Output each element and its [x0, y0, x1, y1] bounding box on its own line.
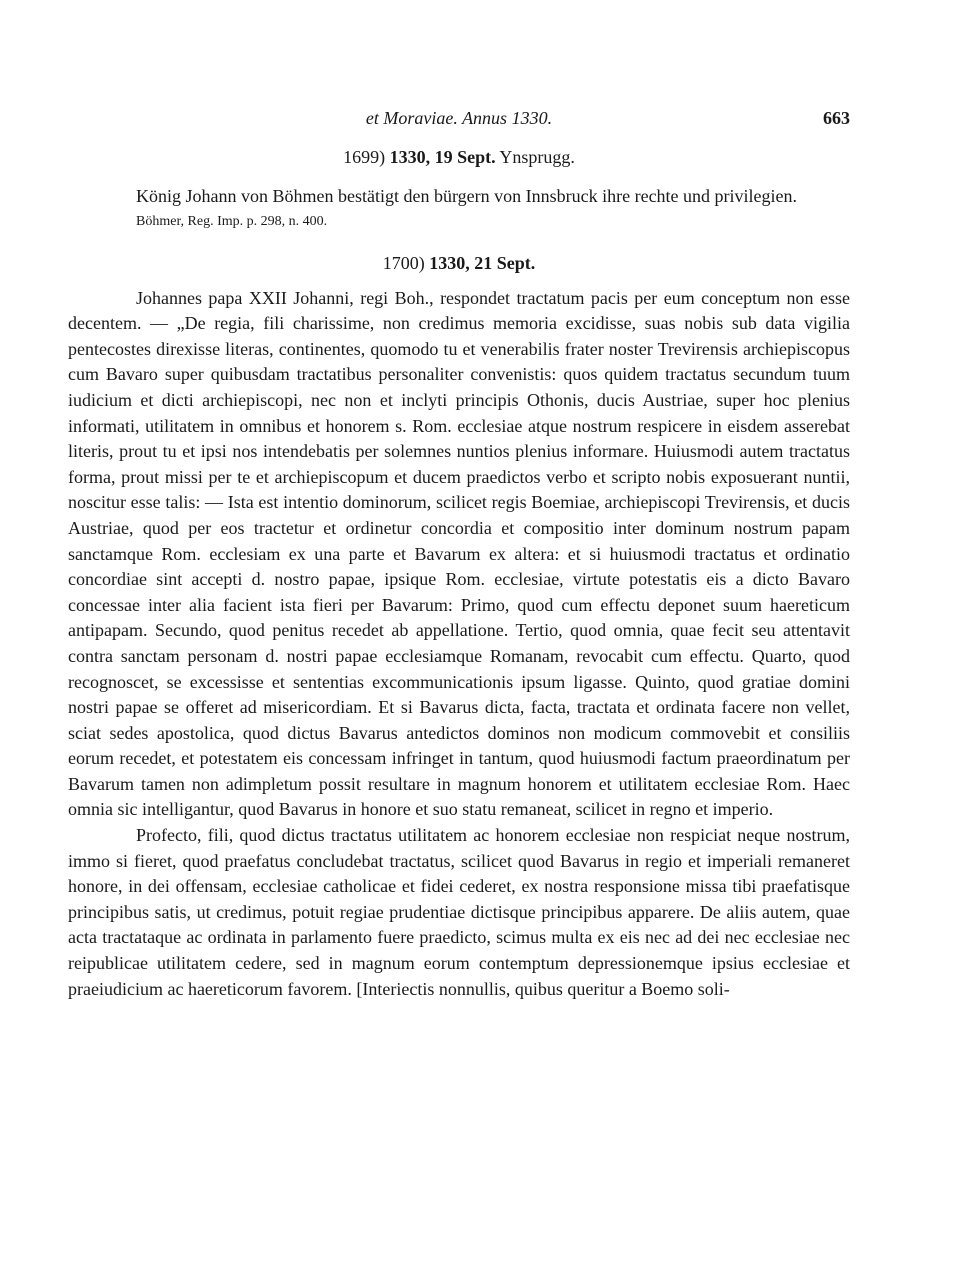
entry-1700-paragraph-1: Johannes papa XXII Johanni, regi Boh., respondet tractatum pacis per eum conceptum non esse decentem. — „De regia, fili charissime, non credimus memoria excidisse, suas nobis sub data vigilia pentecostes direxisse literas, continentes, quomodo tu et venerabilis frater noster Trevirensis archiepiscopus cum Bavaro super quibusdam tractatibus personaliter convenistis: quos quidem tractatus secundum tuum iudicium et dicti archiepiscopi, nec non et inclyti principis Othonis, ducis Austriae, super hoc plenius informati, utilitatem in omnibus et honorem s. Rom. ecclesiae atque nostrum respicere in eisdem asserebat literis, prout tu et ipsi nos intendebatis per solemnes nuntios plenius informare. Huiusmodi autem tractatus forma, prout missi per te et archiepiscopum et ducem praedictos verbo et scripto nobis exposuerant nuntii, noscitur esse talis: — Ista est intentio dominorum, scilicet regis Boemiae, archiepiscopi Trevirensis, et ducis Austriae, quod per eos tractetur et ordinetur concordia et compositio inter dominum nostrum papam sanctamque Rom. ecclesiam ex una parte et Bavarum ex altera: et si huiusmodi tractatus et ordinatio concordiae sint accepti d. nostro papae, ipsique Rom. ecclesiae, virtute potestatis eis a dicto Bavaro concessae inter alia facient ista fieri per Bavarum: Primo, quod cum effectu deponet suum haereticum antipapam. Secundo, quod penitus recedet ab appellatione. Tertio, quod omnia, quae fecit seu attentavit contra sanctam personam d. nostri papae ecclesiamque Romanam, revocabit cum effectu. Quarto, quod recognoscet, se excessisse et sententias excommunicationis ipsum ligasse. Quinto, quod gratiae domini nostri papae se offeret ad misericordiam. Et si Bavarus dicta, facta, tractata et ordinata facere non vellet, sciat sedes apostolica, quod dictus Bavarus antedictos dominos non modicum commovebit et consiliis eorum recedet, et potestatem eis concessam infringet in tantum, quod huiusmodi factum praeordinatum per Bavarum tamen non adimpletum possit resultare in magnum honorem et utilitatem ecclesiae Rom. Haec omnia sic intelligantur, quod Bavarus in honore et suo statu remaneat, scilicet in regno et imperio.	[68, 287, 850, 820]
entry-1699-source: Böhmer, Reg. Imp. p. 298, n. 400.	[136, 213, 328, 229]
page-number: 663	[823, 108, 850, 128]
entry-1699-summary: König Johann von Böhmen bestätigt den bürgern von Innsbruck ihre rechte und privilegien.	[136, 186, 798, 206]
document-page	[68, 96, 850, 1002]
entry-1700-heading	[68, 250, 850, 276]
entry-number: 1699)	[343, 147, 386, 167]
entry-place: Ynsprugg.	[499, 147, 575, 167]
running-title: et Moraviae. Annus 1330.	[365, 108, 553, 128]
entry-1699-heading	[68, 144, 850, 170]
entry-date: 1330, 19 Sept.	[389, 147, 496, 167]
entry-1700-paragraph-2: Profecto, fili, quod dictus tractatus utilitatem ac honorem ecclesiae non respiciat neque nostrum, immo si fieret, quod praefatus concludebat tractatus, scilicet quod Bavarus in regio et imperiali remaneret honore, in dei offensam, ecclesiae catholicae et fidei cederet, ex nostra responsione missa tibi praefatisque principibus satis, ut credimus, potuit regiae prudentiae dictisque principibus apparere. De aliis autem, quae acta tractataque ac ordinata in parlamento fuere praedicto, scimus multa ex eis nec ad dei nec ecclesiae nec reipublicae utilitatem cedere, sed in magnum eorum contemptum depressionemque ipsius ecclesiae et praeiudicium ac haereticorum favorem. [Interiectis nonnullis, quibus queritur a Boemo soli-	[68, 825, 850, 999]
running-head	[68, 96, 850, 136]
entry-date: 1330, 21 Sept.	[429, 252, 536, 273]
entry-number: 1700)	[382, 252, 425, 273]
